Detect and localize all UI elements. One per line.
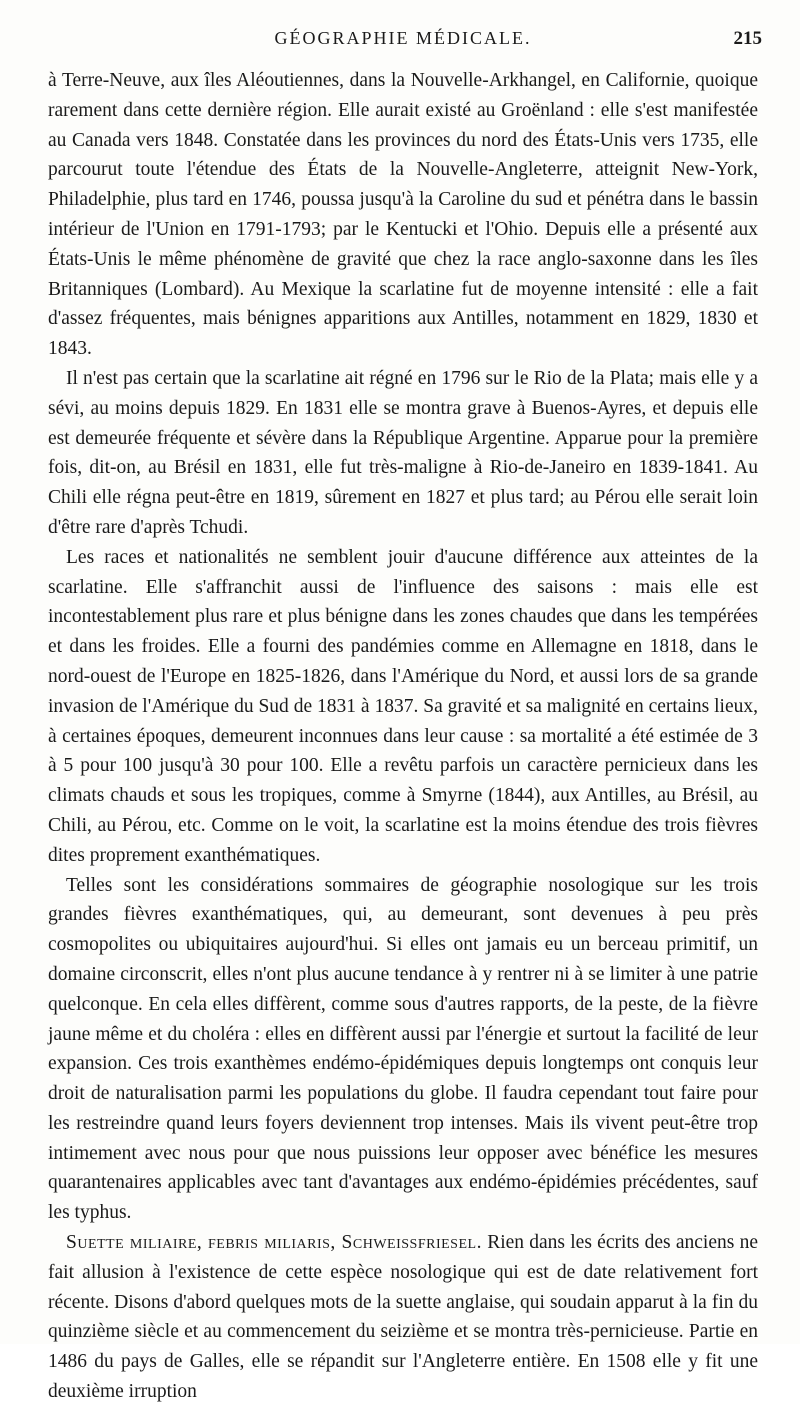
paragraph: à Terre-Neuve, aux îles Aléoutiennes, dans la Nouvelle-Arkhangel, en Californie, quoique rarement dans cette dernière région. Elle aurait existé au Groënland : elle s'est manifestée au Canada vers 1848. Constatée dans les provinces du nord des États-Unis vers 1735, elle parcourut toute l'étendue des États de la Nouvelle-Angleterre, atteignit New-York, Philadelphie, plus tard en 1746, poussa jusqu'à la Caroline du sud et pénétra dans le bassin intérieur de l'Union en 1791-1793; par le Kentucki et l'Ohio. Depuis elle a présenté aux États-Unis le même phénomène de gravité que chez la race anglo-saxonne dans les îles Britanniques (Lombard). Au Mexique la scarlatine fut de moyenne intensité : elle a fait d'assez fréquentes, mais bénignes apparitions aux Antilles, notamment en 1829, 1830 et 1843. bbox=[48, 70, 758, 360]
section-paragraph bbox=[48, 1228, 758, 1407]
paragraph: Il n'est pas certain que la scarlatine ait régné en 1796 sur le Rio de la Plata; mais elle y a sévi, au moins depuis 1829. En 1831 elle se montra grave à Buenos-Ayres, et depuis elle est demeurée fréquente et sévère dans la République Argentine. Apparue pour la première fois, dit-on, au Brésil en 1831, elle fut très-maligne à Rio-de-Janeiro en 1839-1841. Au Chili elle régna peut-être en 1819, sûrement en 1827 et plus tard; au Pérou elle serait loin d'être rare d'après Tchudi. bbox=[48, 367, 758, 538]
page-header bbox=[44, 28, 762, 58]
running-title: GÉOGRAPHIE MÉDICALE. bbox=[274, 28, 532, 48]
section-heading: Suette miliaire, febris miliaris, Schweissfriesel. bbox=[66, 1232, 482, 1254]
paragraph: Telles sont les considérations sommaires de géographie nosologique sur les trois grandes fièvres exanthématiques, qui, au demeurant, sont devenues à peu près cosmopolites ou ubiquitaires aujourd'hui. Si elles ont jamais eu un berceau primitif, un domaine circonscrit, elles n'ont plus aucune tendance à y rentrer ni à se limiter à une patrie quelconque. En cela elles diffèrent, comme sous d'autres rapports, de la peste, de la fièvre jaune même et du choléra : elles en diffèrent aussi par l'énergie et surtout la facilité de leur expansion. Ces trois exanthèmes endémo-épidémiques depuis longtemps ont conquis leur droit de naturalisation parmi les populations du globe. Il faudra cependant tout faire pour les restreindre quand leurs foyers deviennent trop intenses. Mais ils vivent peut-être trop intimement avec nous pour que nous puissions leur opposer avec bénéfice les mesures quarantenaires applicables avec tant d'avantages aux endémo-épidémies précédentes, sauf les typhus. bbox=[48, 874, 758, 1224]
paragraph: Les races et nationalités ne semblent jouir d'aucune différence aux atteintes de la scarlatine. Elle s'affranchit aussi de l'influence des saisons : mais elle est incontestablement plus rare et plus bénigne dans les zones chaudes que dans les tempérées et dans les froides. Elle a fourni des pandémies comme en Allemagne en 1818, dans le nord-ouest de l'Europe en 1825-1826, dans l'Amérique du Nord, et aussi lors de sa grande invasion de l'Amérique du Sud de 1831 à 1837. Sa gravité et sa malignité en certains lieux, à certaines époques, demeurent inconnues dans leur cause : sa mortalité a été estimée de 3 à 5 pour 100 jusqu'à 30 pour 100. Elle a revêtu parfois un caractère pernicieux dans les climats chauds et sous les tropiques, comme à Smyrne (1844), aux Antilles, au Brésil, au Chili, au Pérou, etc. Comme on le voit, la scarlatine est la moins étendue des trois fièvres dites proprement exanthématiques. bbox=[48, 546, 758, 866]
body-text bbox=[48, 66, 758, 1407]
page-number: 215 bbox=[733, 28, 762, 49]
section-text: Rien dans les écrits des anciens ne fait allusion à l'existence de cette espèce nosologique qui est de date relativement fort récente. Disons d'abord quelques mots de la suette anglaise, qui soudain apparut à la fin du quinzième siècle et au commencement du seizième et se montra très-pernicieuse. Partie en 1486 du pays de Galles, elle se répandit sur l'Angleterre entière. En 1508 elle y fit une deuxième irruption bbox=[48, 1232, 758, 1403]
